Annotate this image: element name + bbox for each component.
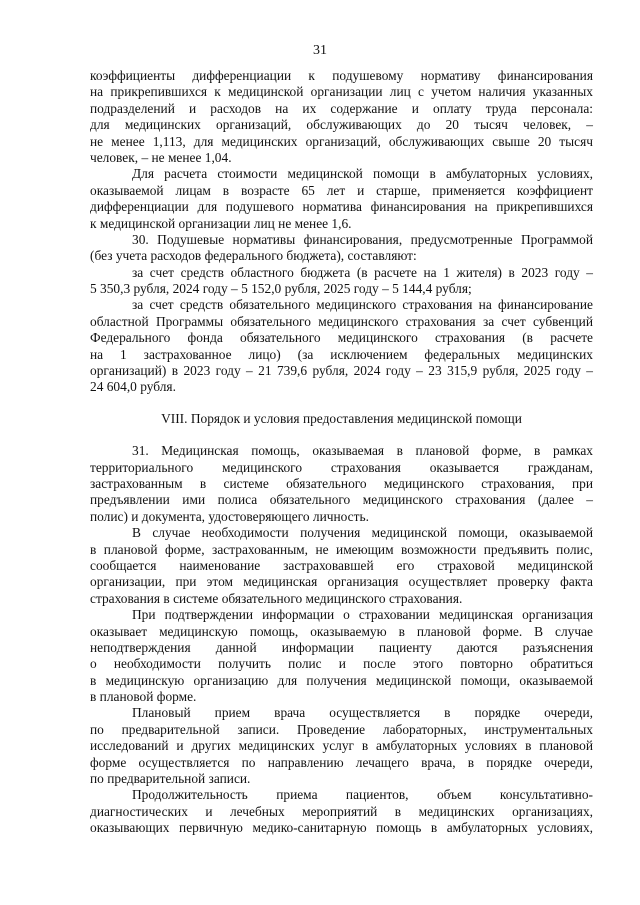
text-line: диагностических и лечебных мероприятий в медицинских организациях, — [90, 803, 593, 819]
paragraph — [90, 607, 593, 705]
text-line: не менее 1,113, для медицинских организаций, обслуживающих свыше 20 тысяч — [90, 133, 593, 149]
paragraph — [90, 297, 593, 395]
text-line: 31. Медицинская помощь, оказываемая в плановой форме, в рамках — [132, 443, 593, 459]
document-body — [90, 68, 593, 837]
text-line: дифференциации для подушевого норматива финансирования на прикрепившихся — [90, 199, 593, 215]
paragraph — [90, 265, 593, 298]
text-line: неподтверждения данной информации пациенту даются разъяснения — [90, 639, 593, 655]
text-line: 30. Подушевые нормативы финансирования, предусмотренные Программой — [132, 231, 593, 247]
section-heading: VIII. Порядок и условия предоставления медицинской помощи — [161, 410, 522, 426]
paragraph — [90, 232, 593, 265]
text-line: (без учета расходов федерального бюджета), составляют: — [90, 248, 417, 264]
text-line: по предварительной записи. — [90, 771, 251, 787]
text-line: на 1 застрахованное лицо) (за исключением федеральных медицинских — [90, 346, 593, 362]
text-line: оказывает медицинскую помощь, оказываемую в плановой форме. В случае — [90, 623, 593, 639]
text-line: за счет средств обязательного медицинского страхования на финансирование — [132, 297, 593, 313]
text-line: коэффициенты дифференциации к подушевому нормативу финансирования — [90, 68, 593, 83]
text-line: на прикрепившихся к медицинской организации лиц с учетом наличия указанных — [90, 84, 593, 100]
text-line: для медицинских организаций, обслуживающих до 20 тысяч человек, – — [90, 117, 593, 133]
text-line: подразделений и расходов на их содержание и оплату труда персонала: — [90, 100, 593, 116]
text-line: оказывающих первичную медико-санитарную помощь в амбулаторных условиях, — [90, 820, 593, 836]
text-line: оказываемой лицам в возрасте 65 лет и старше, применяется коэффициент — [90, 182, 593, 198]
text-line: 24 604,0 рубля. — [90, 379, 176, 395]
text-line: человек, – не менее 1,04. — [90, 149, 232, 165]
text-line: предъявлении ими полиса обязательного медицинского страхования (далее – — [90, 492, 593, 508]
paragraph — [90, 705, 593, 787]
text-line: застрахованным в системе обязательного медицинского страхования, при — [90, 475, 593, 491]
paragraph — [90, 443, 593, 525]
page-number: 31 — [313, 43, 327, 58]
text-line: Федерального фонда обязательного медицинского страхования (в расчете — [90, 330, 593, 346]
text-line: В случае необходимости получения медицинской помощи, оказываемой — [132, 525, 593, 541]
paragraph — [90, 166, 593, 232]
text-line: страхования в системе обязательного медицинского страхования. — [90, 590, 463, 606]
text-line: к медицинской организации лиц не менее 1,6. — [90, 215, 352, 231]
text-line: организации, при этом медицинская организация осуществляет проверку факта — [90, 574, 593, 590]
text-line: форме осуществляется по направлению лечащего врача, в порядке очереди, — [90, 754, 593, 770]
text-line: организаций) в 2023 году – 21 739,6 рубля, 2024 году – 23 315,9 рубля, 2025 году – — [90, 363, 593, 379]
text-line: При подтверждении информации о страховании медицинская организация — [132, 607, 593, 623]
text-line: 5 350,3 рубля, 2024 году – 5 152,0 рубля, 2025 году – 5 144,4 рубля; — [90, 281, 472, 297]
text-line: в плановой форме. — [90, 689, 197, 705]
text-line: в медицинскую организацию для получения медицинской помощи, оказываемой — [90, 672, 593, 688]
paragraph — [90, 787, 593, 836]
paragraph — [90, 525, 593, 607]
text-line: за счет средств областного бюджета (в расчете на 1 жителя) в 2023 году – — [132, 264, 593, 280]
text-line: сообщается наименование застраховавшей его страховой медицинской — [90, 557, 593, 573]
text-line: полис) и документа, удостоверяющего личность. — [90, 508, 369, 524]
text-line: о необходимости получить полис и после этого повторно обратиться — [90, 656, 593, 672]
text-line: Продолжительность приема пациентов, объем консультативно- — [132, 787, 593, 803]
text-line: в плановой форме, застрахованным, не имеющим возможности предъявить полис, — [90, 541, 593, 557]
text-line: Для расчета стоимости медицинской помощи в амбулаторных условиях, — [132, 166, 593, 182]
text-line: исследований и других медицинских услуг в амбулаторных условиях в плановой — [90, 738, 593, 754]
paragraph — [90, 68, 593, 166]
text-line: областной Программы обязательного медицинского страхования за счет субвенций — [90, 313, 593, 329]
text-line: Плановый прием врача осуществляется в порядке очереди, — [132, 705, 593, 721]
text-line: территориального медицинского страхования оказывается гражданам, — [90, 459, 593, 475]
text-line: по предварительной записи. Проведение лабораторных, инструментальных — [90, 721, 593, 737]
